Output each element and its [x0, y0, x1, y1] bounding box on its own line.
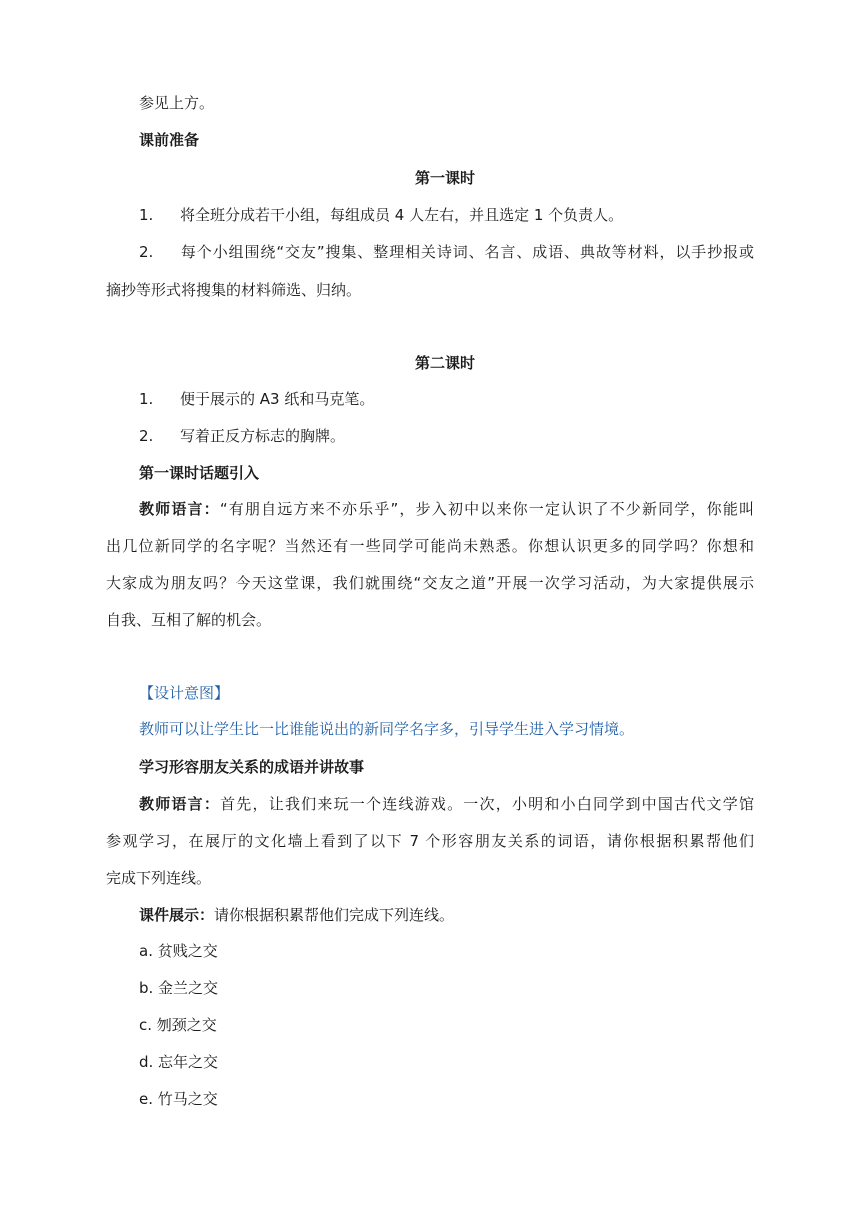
intro-paragraph-line: 出几位新同学的名字呢？当然还有一些同学可能尚未熟悉。你想认识更多的同学吗？你想和 — [106, 537, 754, 555]
list-item — [139, 389, 374, 409]
list-number: 2. — [139, 427, 154, 445]
option-item: a. 贫贱之交 — [139, 942, 218, 960]
list-item — [106, 242, 754, 262]
game-paragraph-line — [106, 794, 754, 814]
paragraph-reference: 参见上方。 — [139, 94, 215, 112]
option-item: e. 竹马之交 — [139, 1090, 218, 1108]
heading-preparation: 课前准备 — [139, 131, 200, 149]
list-text: 每个小组围绕“交友”搜集、整理相关诗词、名言、成语、典故等材料，以手抄报或 — [180, 243, 754, 261]
option-item: c. 刎颈之交 — [139, 1016, 217, 1034]
heading-topic-intro: 第一课时话题引入 — [139, 464, 260, 482]
list-number: 1. — [139, 206, 154, 224]
list-text: 写着正反方标志的胸牌。 — [180, 427, 346, 445]
game-paragraph-line: 参观学习，在展厅的文化墙上看到了以下 7 个形容朋友关系的词语，请你根据积累帮他们 — [106, 832, 754, 850]
intro-text: “有朋自远方来不亦乐乎”，步入初中以来你一定认识了不少新同学，你能叫 — [219, 500, 754, 518]
heading-idioms: 学习形容朋友关系的成语并讲故事 — [139, 758, 365, 776]
game-paragraph-line: 完成下列连线。 — [106, 869, 212, 887]
design-intent-text: 教师可以让学生比一比谁能说出的新同学名字多，引导学生进入学习情境。 — [139, 720, 635, 738]
intro-paragraph-line — [106, 499, 754, 519]
list-item — [139, 426, 345, 446]
list-item — [139, 205, 623, 225]
intro-paragraph-line: 自我、互相了解的机会。 — [106, 611, 272, 629]
option-item: d. 忘年之交 — [139, 1053, 219, 1071]
list-text-continued: 摘抄等形式将搜集的材料筛选、归纳。 — [106, 281, 362, 299]
teacher-label: 教师语言： — [139, 500, 220, 518]
courseware-label: 课件展示： — [139, 906, 215, 924]
game-text: 首先，让我们来玩一个连线游戏。一次，小明和小白同学到中国古代文学馆 — [220, 795, 754, 813]
teacher-label: 教师语言： — [139, 795, 221, 813]
list-text: 将全班分成若干小组，每组成员 4 人左右，并且选定 1 个负责人。 — [180, 206, 624, 224]
intro-paragraph-line: 大家成为朋友吗？今天这堂课，我们就围绕“交友之道”开展一次学习活动，为大家提供展示 — [106, 574, 754, 592]
list-text: 便于展示的 A3 纸和马克笔。 — [180, 390, 375, 408]
courseware-text: 请你根据积累帮他们完成下列连线。 — [214, 906, 455, 924]
option-item: b. 金兰之交 — [139, 979, 219, 997]
heading-lesson-2: 第二课时 — [414, 354, 475, 372]
list-number: 1. — [139, 390, 154, 408]
design-intent-title: 【设计意图】 — [139, 684, 230, 702]
heading-lesson-1: 第一课时 — [414, 169, 475, 187]
courseware-line — [139, 905, 454, 925]
list-number: 2. — [139, 243, 154, 261]
